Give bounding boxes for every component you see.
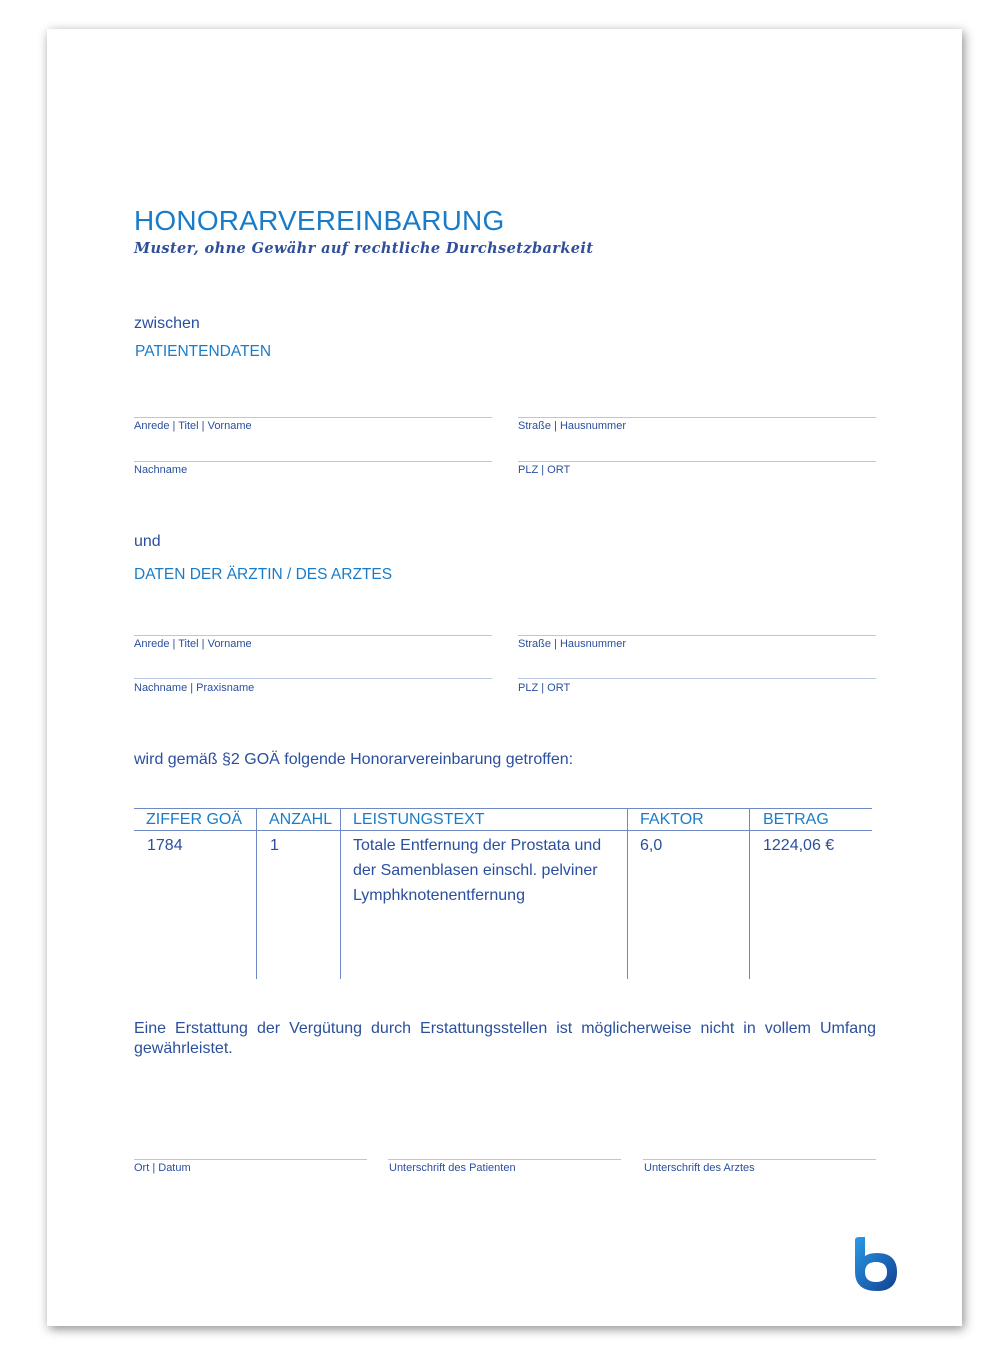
leistung-line: Lymphknotenentfernung	[353, 887, 525, 904]
table-column-divider	[627, 808, 628, 979]
table-column-divider	[749, 808, 750, 979]
column-header-betrag: BETRAG	[763, 811, 829, 828]
agreement-sentence: wird gemäß §2 GOÄ folgende Honorarvereinbarung getroffen:	[134, 751, 574, 768]
leistung-line: Totale Entfernung der Prostata und	[353, 837, 602, 854]
document-subtitle: Muster, ohne Gewähr auf rechtliche Durchsetzbarkeit	[134, 240, 594, 257]
cell-anzahl: 1	[270, 837, 279, 854]
leistung-line: der Samenblasen einschl. pelviner	[353, 862, 598, 879]
column-header-faktor: FAKTOR	[640, 811, 704, 828]
patient-lastname-label: Nachname	[134, 464, 188, 476]
conjunction-zwischen: zwischen	[134, 315, 200, 332]
table-column-divider	[340, 808, 341, 979]
doctor-lastname-line[interactable]	[134, 678, 492, 679]
cell-leistungstext	[353, 833, 623, 908]
doctor-lastname-label: Nachname | Praxisname	[134, 682, 255, 694]
table-column-divider	[256, 808, 257, 979]
patient-city-label: PLZ | ORT	[518, 464, 571, 476]
conjunction-und: und	[134, 533, 161, 550]
doctor-signature-line[interactable]	[643, 1159, 876, 1160]
doctor-street-line[interactable]	[518, 635, 876, 636]
doctor-city-label: PLZ | ORT	[518, 682, 571, 694]
column-header-leistungstext: LEISTUNGSTEXT	[353, 811, 485, 828]
patient-section-title: PATIENTENDATEN	[135, 343, 272, 360]
patient-name-label: Anrede | Titel | Vorname	[134, 420, 252, 432]
place-date-label: Ort | Datum	[134, 1162, 191, 1174]
cell-faktor: 6,0	[640, 837, 663, 854]
doctor-street-label: Straße | Hausnummer	[518, 638, 627, 650]
patient-name-line[interactable]	[134, 417, 492, 418]
doctor-name-line[interactable]	[134, 635, 492, 636]
table-top-border	[134, 808, 872, 809]
doctor-signature-label: Unterschrift des Arztes	[644, 1162, 755, 1174]
column-header-ziffer: ZIFFER GOÄ	[146, 811, 242, 828]
patient-street-label: Straße | Hausnummer	[518, 420, 627, 432]
document-title: HONORARVEREINBARUNG	[134, 205, 505, 236]
patient-signature-line[interactable]	[388, 1159, 621, 1160]
place-date-line[interactable]	[134, 1159, 367, 1160]
cell-ziffer: 1784	[147, 837, 183, 854]
reimbursement-notice: Eine Erstattung der Vergütung durch Erstattungsstellen ist möglicherweise nicht in vollem Umfang gewährleistet.	[134, 1020, 876, 1057]
doctor-city-line[interactable]	[518, 678, 876, 679]
column-header-anzahl: ANZAHL	[269, 811, 333, 828]
table-header-border	[134, 830, 872, 831]
patient-city-line[interactable]	[518, 461, 876, 462]
b-logo-icon	[852, 1236, 900, 1292]
patient-signature-label: Unterschrift des Patienten	[389, 1162, 516, 1174]
cell-betrag: 1224,06 €	[763, 837, 835, 854]
patient-street-line[interactable]	[518, 417, 876, 418]
doctor-section-title: DATEN DER ÄRZTIN / DES ARZTES	[134, 566, 393, 583]
doctor-name-label: Anrede | Titel | Vorname	[134, 638, 252, 650]
patient-lastname-line[interactable]	[134, 461, 492, 462]
